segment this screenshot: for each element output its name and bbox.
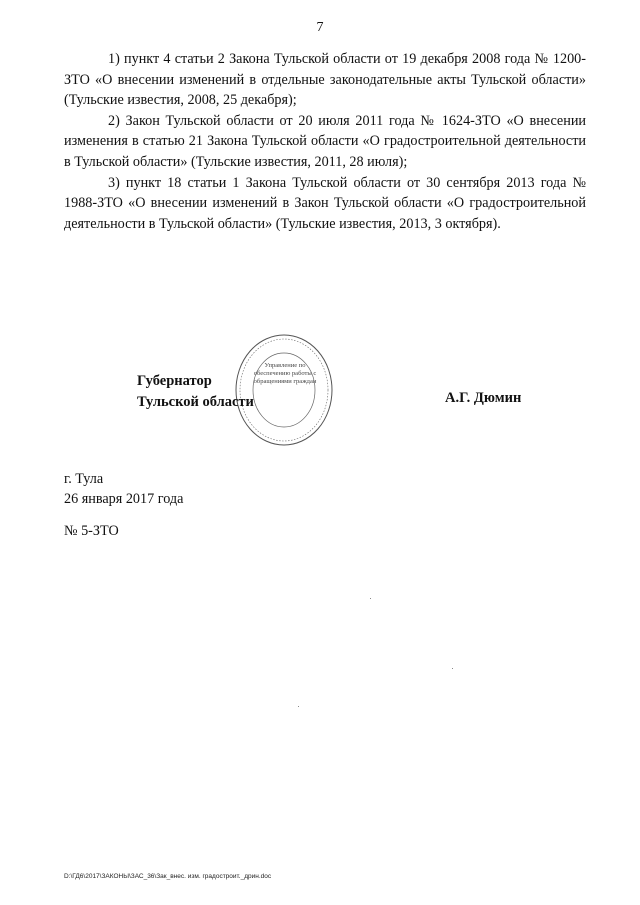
scan-speck [370,598,371,599]
page-number: 7 [316,20,324,35]
scan-speck [452,668,453,669]
list-item: 1) пункт 4 статьи 2 Закона Тульской области от 19 декабря 2008 года № 1200-ЗТО «О внесении изменений в отдельные законодательные акты Тульской области» (Тульские известия, 2008, 25 декабря); [64,51,586,109]
signatory-name: А.Г. Дюмин [445,390,522,406]
repealed-acts-list [64,49,586,234]
seal-inner-text: Управление по обеспечению работы с обращениями граждан [253,362,317,385]
place-and-date [64,469,183,509]
signatory-title-line2: Тульской области [137,394,254,410]
signatory-title [137,371,254,413]
signing-date: 26 января 2017 года [64,491,184,507]
list-item: 2) Закон Тульской области от 20 июля 2011 года № 1624-ЗТО «О внесении изменения в статью 21 Закона Тульской области «О градостроительной деятельности в Тульской области» (Тульские известия, 2011, 28 июля); [64,112,586,170]
signatory-title-line1: Губернатор [137,373,212,389]
city: г. Тула [64,471,104,487]
file-path-footer: D:\ГД6\2017\ЗАКОНЫ\ЗАС_36\Зак_внес. изм. градостроит._дрин.doc [64,873,272,880]
law-number: № 5-ЗТО [64,523,119,539]
list-item: 3) пункт 18 статьи 1 Закона Тульской области от 30 сентября 2013 года № 1988-ЗТО «О внесении изменений в Закон Тульской области «О градостроительной деятельности в Тульской области» (Тульские известия, 2013, 3 октября). [64,174,586,232]
scan-speck [298,706,299,707]
